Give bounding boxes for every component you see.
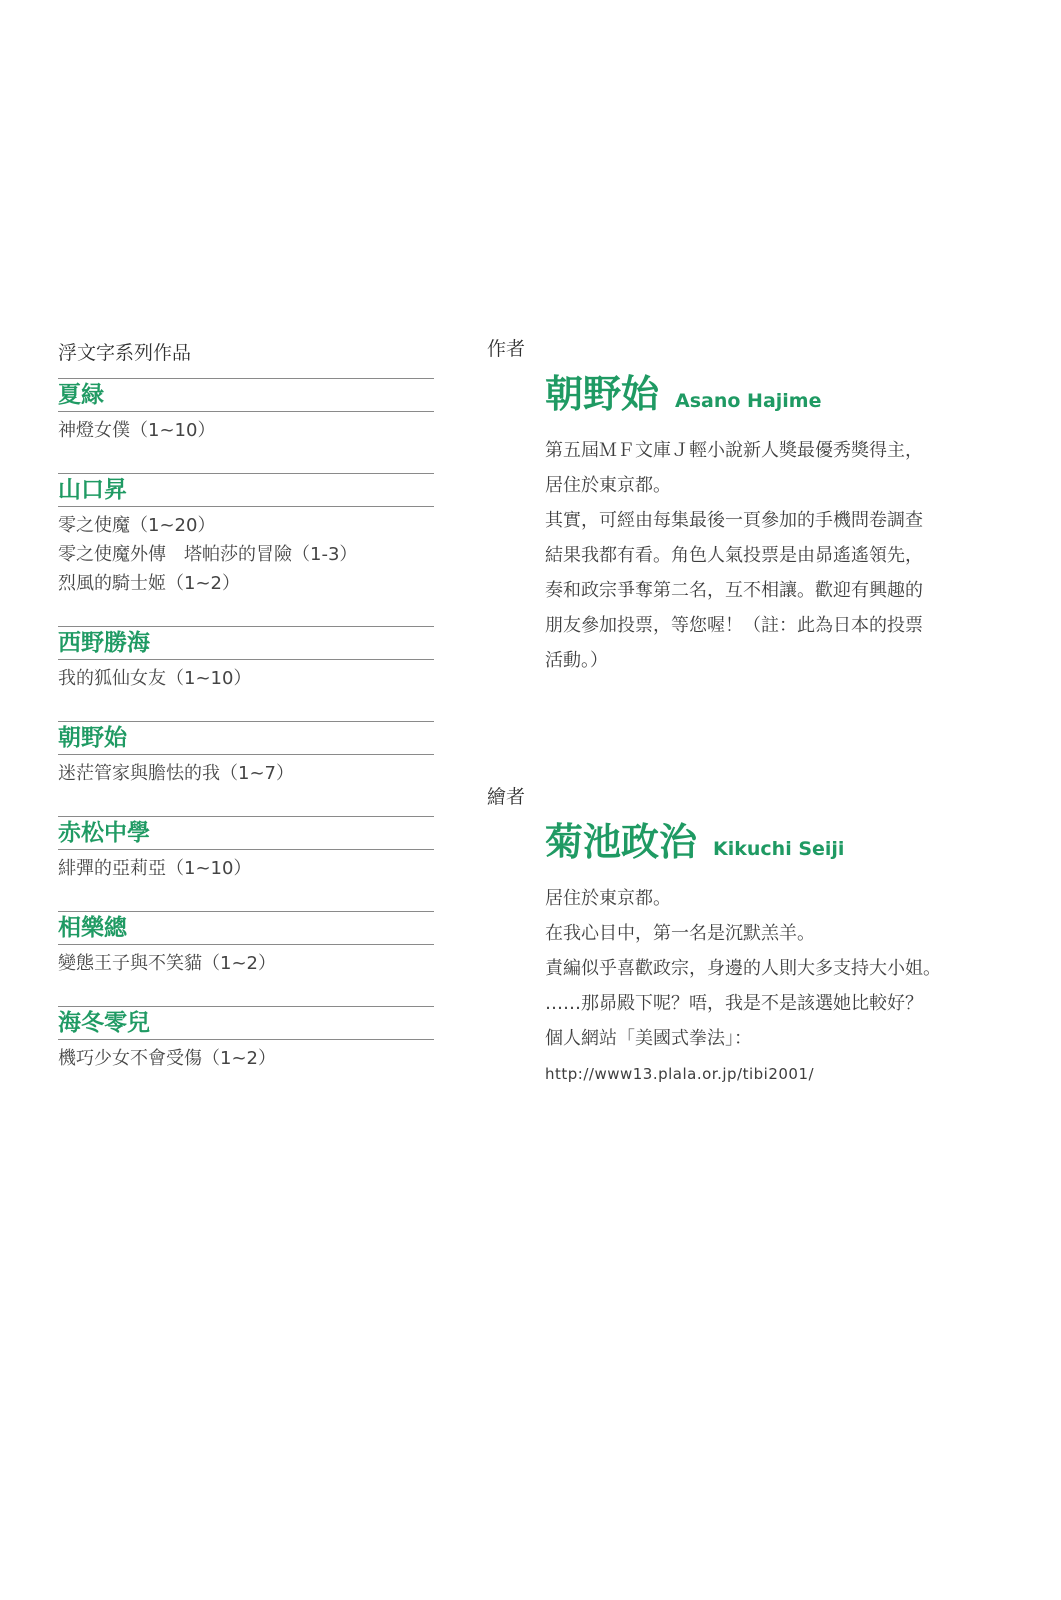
series-author-name: 相樂總 — [58, 915, 127, 941]
work-title: 零之使魔（1~20） — [58, 515, 216, 536]
work-title: 迷茫管家與膽怯的我（1~7） — [58, 763, 294, 784]
works-list — [58, 507, 434, 598]
series-works-column — [58, 340, 434, 1101]
bio-line: 第五屆ＭＦ文庫Ｊ輕小說新人獎最優秀獎得主， — [545, 440, 923, 461]
illustrator-name-row — [545, 817, 1061, 873]
work-title: 變態王子與不笑貓（1~2） — [58, 953, 276, 974]
series-author-name: 山口昇 — [58, 477, 127, 503]
series-author-name: 朝野始 — [58, 725, 127, 751]
works-list — [58, 1040, 434, 1073]
illustrator-role-label: 繪者 — [487, 786, 526, 808]
bio-line: 責編似乎喜歡政宗，身邊的人則大多支持大小姐。 — [545, 958, 941, 979]
illustrator-bio — [545, 881, 985, 1092]
series-author-name: 海冬零兒 — [58, 1010, 150, 1036]
bio-line: 活動。） — [545, 650, 608, 671]
series-authors-list — [58, 378, 434, 1073]
bio-line: 奏和政宗爭奪第二名，互不相讓。歡迎有興趣的 — [545, 580, 923, 601]
author-bio — [545, 433, 985, 678]
series-author-block — [58, 378, 434, 445]
bio-line: 結果我都有看。角色人氣投票是由昴遙遙領先， — [545, 545, 923, 566]
series-author-block — [58, 473, 434, 598]
works-list — [58, 945, 434, 978]
series-title: 浮文字系列作品 — [58, 342, 192, 364]
author-role-label: 作者 — [487, 338, 526, 360]
work-title: 機巧少女不會受傷（1~2） — [58, 1048, 276, 1069]
bio-line: 居住於東京都。 — [545, 888, 671, 909]
work-title: 零之使魔外傳 塔帕莎的冒險（1-3） — [58, 544, 358, 565]
bio-line: 居住於東京都。 — [545, 475, 671, 496]
work-title: 神燈女僕（1~10） — [58, 420, 216, 441]
series-author-block — [58, 816, 434, 883]
works-list — [58, 660, 434, 693]
series-author-name: 西野勝海 — [58, 630, 150, 656]
work-title: 我的狐仙女友（1~10） — [58, 668, 252, 689]
illustrator-name: 菊池政治 — [545, 820, 698, 864]
series-author-block — [58, 626, 434, 693]
works-list — [58, 412, 434, 445]
author-romaji: Asano Hajime — [675, 390, 822, 412]
illustrator-profile — [487, 785, 1007, 1092]
works-list — [58, 755, 434, 788]
bio-line: 個人網站「美國式拳法」： — [545, 1028, 752, 1049]
work-title: 緋彈的亞莉亞（1~10） — [58, 858, 252, 879]
author-name-row — [545, 369, 1061, 425]
bio-line: 在我心目中，第一名是沉默羔羊。 — [545, 923, 815, 944]
series-author-block — [58, 911, 434, 978]
author-profile — [487, 337, 1007, 678]
website-url[interactable]: http://www13.plala.or.jp/tibi2001/ — [545, 1065, 815, 1083]
series-author-block — [58, 721, 434, 788]
works-list — [58, 850, 434, 883]
series-author-name: 夏緑 — [58, 382, 104, 408]
bio-line: ……那昴殿下呢？唔，我是不是該選她比較好？ — [545, 993, 923, 1014]
series-author-block — [58, 1006, 434, 1073]
bio-line: 朋友參加投票，等您喔！（註：此為日本的投票 — [545, 615, 923, 636]
illustrator-romaji: Kikuchi Seiji — [713, 838, 845, 860]
author-name: 朝野始 — [545, 372, 660, 416]
series-author-name: 赤松中學 — [58, 820, 150, 846]
bio-line: 其實，可經由每集最後一頁參加的手機問卷調查 — [545, 510, 923, 531]
work-title: 烈風的騎士姬（1~2） — [58, 573, 240, 594]
